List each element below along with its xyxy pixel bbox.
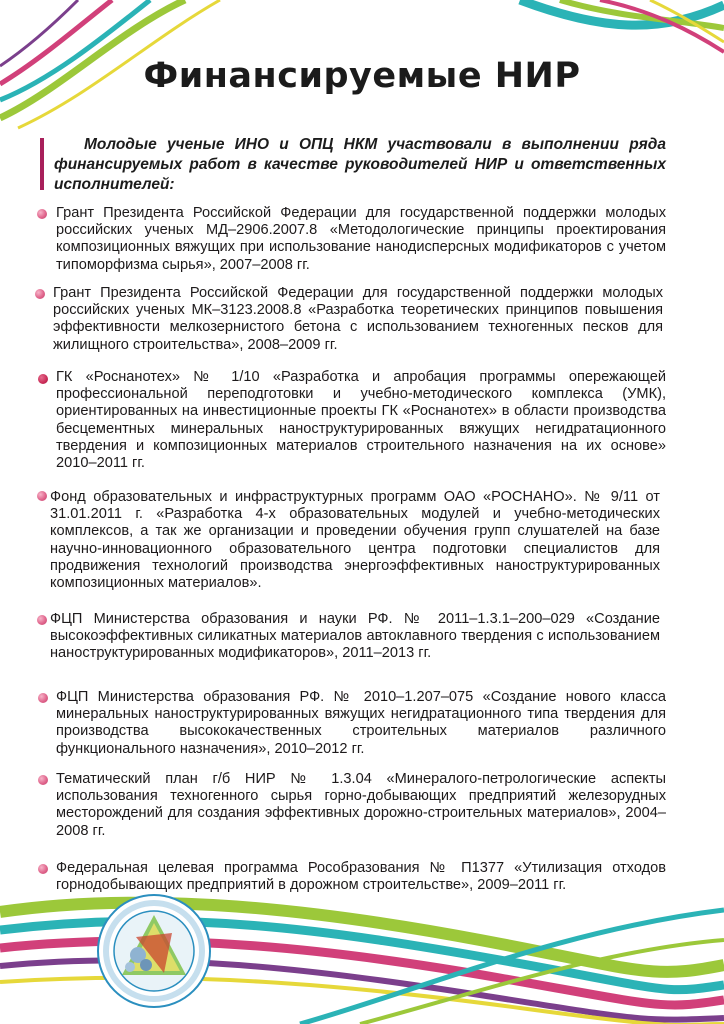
list-item-text: ФЦП Министерства образования и науки РФ. № 2011–1.3.1–200–029 «Создание высокоэффективных силикатных материалов автоклавного твердения с использованием наноструктурированных модификаторов», 2011–2013 гг. — [50, 611, 660, 662]
list-item-text: ФЦП Министерства образования РФ. № 2010–1.207–075 «Создание нового класса минеральных наноструктурированных вяжущих негидратационного типа твердения для производства высококачественных строительных материалов различного функционального назначения», 2010–2012 гг. — [56, 689, 666, 757]
intro-accent-bar — [40, 138, 44, 190]
bullet-icon — [38, 693, 48, 703]
list-item — [56, 860, 666, 894]
bullet-icon — [37, 491, 47, 501]
bullet-icon — [38, 374, 48, 384]
bullet-icon — [38, 775, 48, 785]
list-item-text: Федеральная целевая программа Рособразования № П1377 «Утилизация отходов горнодобывающих предприятий в дорожном строительстве», 2009–2011 гг. — [56, 860, 666, 894]
list-item-text: ГК «Роснанотех» № 1/10 «Разработка и апробация программы опережающей профессиональной переподготовки и учебно-методического комплекса (УМК), ориентированных на инвестиционные проекты ГК «Роснанотех» в области производства бесцементных минеральных наноструктурированных вяжущих негидратационного твердения и композиционных материалов строительного назначения на их основе» 2010–2011 гг. — [56, 369, 666, 472]
bullet-icon — [38, 864, 48, 874]
list-item — [50, 611, 660, 663]
list-item — [53, 285, 663, 354]
bullet-icon — [35, 289, 45, 299]
list-item-text: Тематический план г/б НИР № 1.3.04 «Минералого-петрологические аспекты использования техногенного сырья горно-добывающих предприятий железорудных месторождений для создания эффективных дорожно-строительных материалов», 2004–2008 гг. — [56, 771, 666, 839]
page-title: Финансируемые НИР — [143, 56, 581, 96]
list-item-text: Фонд образовательных и инфраструктурных программ ОАО «РОСНАНО». № 9/11 от 31.01.2011 г. «Разработка 4-х образовательных модулей и учебно-методических комплексов, а так же организации и проведении обучения групп слушателей на базе научно-инновационного образовательного центра подготовки специалистов для продвижения технологий производства энергоэффективных наноструктурированных композиционных материалов». — [50, 489, 660, 592]
list-item — [56, 205, 666, 274]
list-item-text: Грант Президента Российской Федерации для государственной поддержки молодых российских ученых МК–3123.2008.8 «Разработка теоретических принципов повышения эффективности мелкозернистого бетона с использованием техногенных песков для жилищного строительства», 2008–2009 гг. — [53, 285, 663, 353]
bullet-icon — [37, 209, 47, 219]
list-item — [56, 771, 666, 840]
list-item-text: Грант Президента Российской Федерации для государственной поддержки молодых российских ученых МД–2906.2007.8 «Методологические принципы проектирования композиционных вяжущих при использование нанодисперсных модификаторов с учетом типоморфизма сырья», 2007–2008 гг. — [56, 205, 666, 273]
university-emblem-icon — [96, 893, 212, 1009]
list-item — [50, 489, 660, 592]
intro-paragraph: Молодые ученые ИНО и ОПЦ НКМ участвовали в выполнении ряда финансируемых работ в качестве руководителей НИР и ответственных исполнителей: — [54, 136, 666, 193]
bullet-icon — [37, 615, 47, 625]
list-item — [56, 689, 666, 758]
list-item — [56, 369, 666, 472]
